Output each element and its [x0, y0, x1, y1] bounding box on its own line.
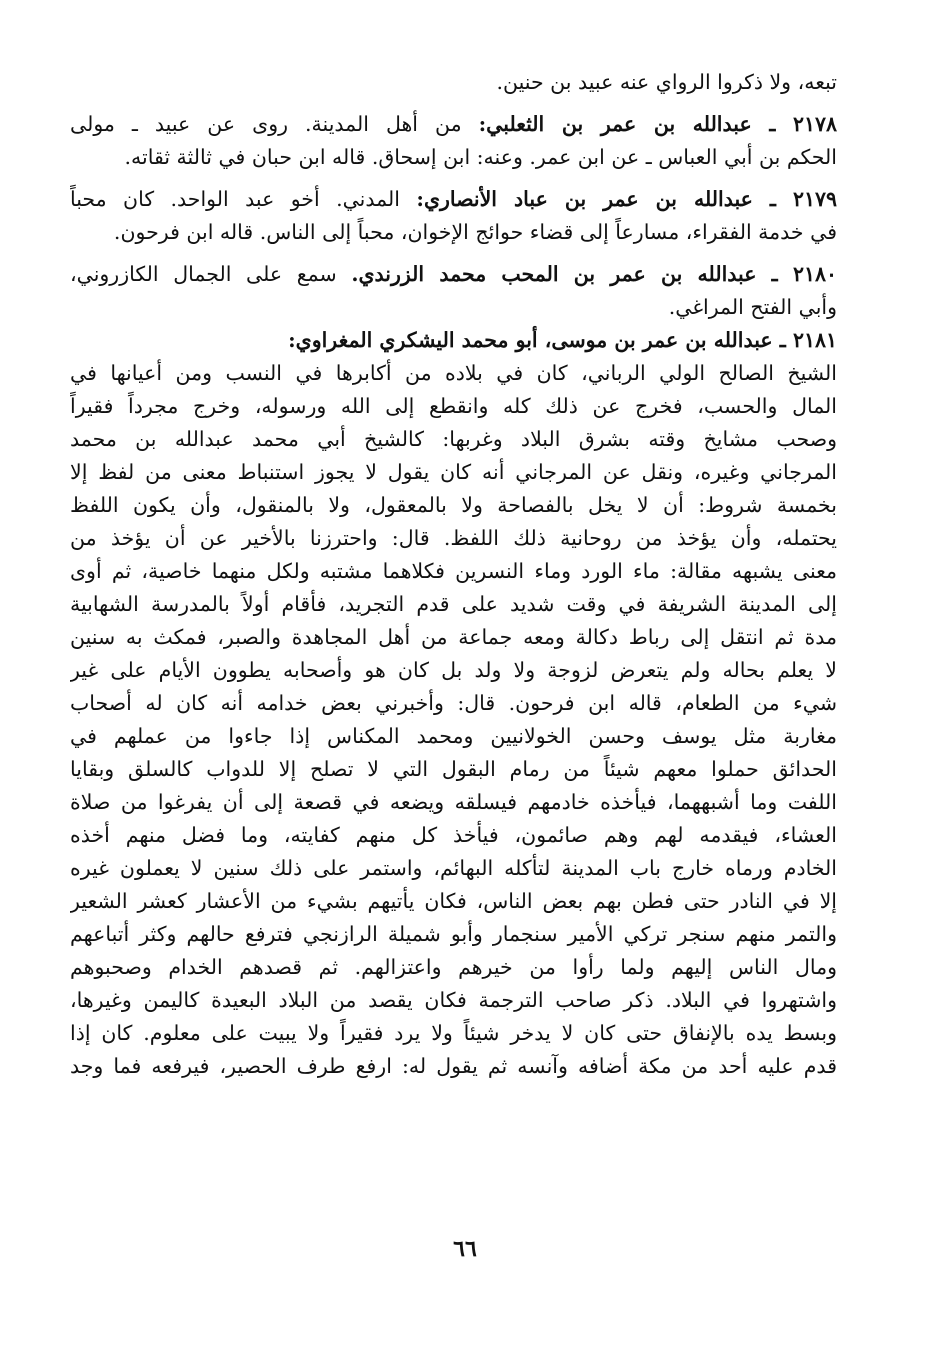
entry-text: المدني. أخو عبد الواحد. كان محباً: [70, 187, 400, 211]
entry-text: من أهل المدينة. روى عن عبيد ـ مولى: [70, 112, 462, 136]
text-line: إلا في النادر حتى فطن بهم بعض الناس، فكان يأتيهم بشيء من الأعشار كعشر الشعير: [70, 889, 837, 913]
entry-heading: ٢١٧٨ ـ عبدالله بن عمر بن الثعلبي:: [478, 112, 837, 136]
text-line: المرجاني وغيره، ونقل عن المرجاني أنه كان يقول لا يجوز استنباط معنى من لفظ إلا: [70, 460, 837, 484]
entry-2178-line-1: [70, 108, 837, 141]
text-line: المال والحسب، فخرج عن ذلك كله وانقطع إلى الله ورسوله، وخرج مجرداً فقيراً: [70, 394, 837, 418]
text-line: الشيخ الصالح الولي الرباني، كان في بلاده من أكابرها في النسب ومن أعيانها في: [70, 361, 837, 385]
entry-heading: ٢١٨٠ ـ عبدالله بن عمر بن المحب محمد الزرندي.: [351, 262, 837, 286]
text-line: الحدائق حملوا معهم شيئاً من رمام البقول التي لا تصلح إلا للدواب كالسلق وبقايا: [70, 757, 837, 781]
text-line: العشاء، فيقدمه لهم وهم صائمون، فيأخذ كل منهم كفايته، وما فضل منهم أخذه: [70, 823, 837, 847]
entry-2179-line-1: [70, 183, 837, 216]
text-line: ومال الناس إليهم ولما رأوا من خيرهم واعتزالهم. ثم قصدهم الخدام وصحبوهم: [70, 955, 837, 979]
text-line: مغاربة مثل يوسف وحسن الخولانيين ومحمد المكناس إذا جاءوا من عملهم في: [70, 724, 837, 748]
text-line: لا يعلم بحاله ولم يتعرض لزوجة ولا ولد بل كان هو وأصحابه يطوون الأيام على غير: [70, 658, 837, 682]
text-line: وصحب مشايخ وقته بشرق البلاد وغربها: كالشيخ أبي محمد عبدالله بن محمد: [70, 427, 837, 451]
text-line: بخمسة شروط: أن لا يخل بالفصاحة ولا بالمعقول، ولا بالمنقول، وأن يكون اللفظ: [70, 493, 837, 517]
text-line: إلى المدينة الشريفة في وقت شديد على قدم التجريد، فأقام أولاً بالمدرسة الشهابية: [70, 592, 837, 616]
text-line: تبعه، ولا ذكروا الرواي عنه عبيد بن حنين.: [496, 70, 837, 94]
entry-heading: ٢١٧٩ ـ عبدالله بن عمر بن عباد الأنصاري:: [416, 187, 837, 211]
text-line: واشتهروا في البلاد. ذكر صاحب الترجمة فكان يقصد من البلاد البعيدة كاليمن وغيرها،: [70, 988, 837, 1012]
text-line: مدة ثم انتقل إلى رباط دكالة ومعه جماعة من أهل المجاهدة والصبر، فمكث به سنين: [70, 625, 837, 649]
text-line: قدم عليه أحد من مكة أضافه وآنسه ثم يقول له: ارفع طرف الحصير، فيرفعه فما وجد: [70, 1054, 837, 1078]
entry-text: سمع على الجمال الكازروني،: [70, 262, 337, 286]
text-line: اللفت وما أشبههما، فيأخذه خادمهم فيسلقه ويضعه في قصعة إلى أن يفرغوا من صلاة: [70, 790, 837, 814]
text-line: يحتمله، وأن يؤخذ من روحانية ذلك اللفظ. قال: واحترزنا بالأخير عن أن يؤخذ من: [70, 526, 837, 550]
text-line: وبسط يده بالإنفاق حتى كان لا يدخر شيئاً ولا يرد فقيراً ولا يبيت على معلوم. كان إذا: [70, 1021, 837, 1045]
text-line: شيء من الطعام، قاله ابن فرحون. قال: وأخبرني بعض خدامه أنه كان له أصحاب: [70, 691, 837, 715]
text-line: والتمر منهم سنجر تركي الأمير سنجمار وأبو شميلة الرازنجي فترفع حالهم وكثر أتباعهم: [70, 922, 837, 946]
text-line: الخادم ورماه خارج باب المدينة لتأكله البهائم، واستمر على ذلك سنين لا يعملون غيره: [70, 856, 837, 880]
entry-2181-heading: ٢١٨١ ـ عبدالله بن عمر بن موسى، أبو محمد اليشكري المغراوي:: [288, 328, 837, 352]
entry-2180-line-2: وأبي الفتح المراغي.: [668, 295, 837, 319]
entry-2180-line-1: [70, 258, 837, 291]
entry-2179-line-2: في خدمة الفقراء، مسارعاً إلى قضاء حوائج الإخوان، محباً إلى الناس. قاله ابن فرحون.: [113, 220, 837, 244]
text-line: معنى يشبهه مقالة: ماء الورد وماء النسرين فكلاهما مشتبه ولكل منهما خاصية، ثم أوى: [70, 559, 837, 583]
entry-2178-line-2: الحكم بن أبي العباس ـ عن ابن عمر. وعنه: ابن إسحاق. قاله ابن حبان في ثالثة ثقاته.: [124, 145, 837, 169]
page-number: ٦٦: [453, 1236, 477, 1262]
